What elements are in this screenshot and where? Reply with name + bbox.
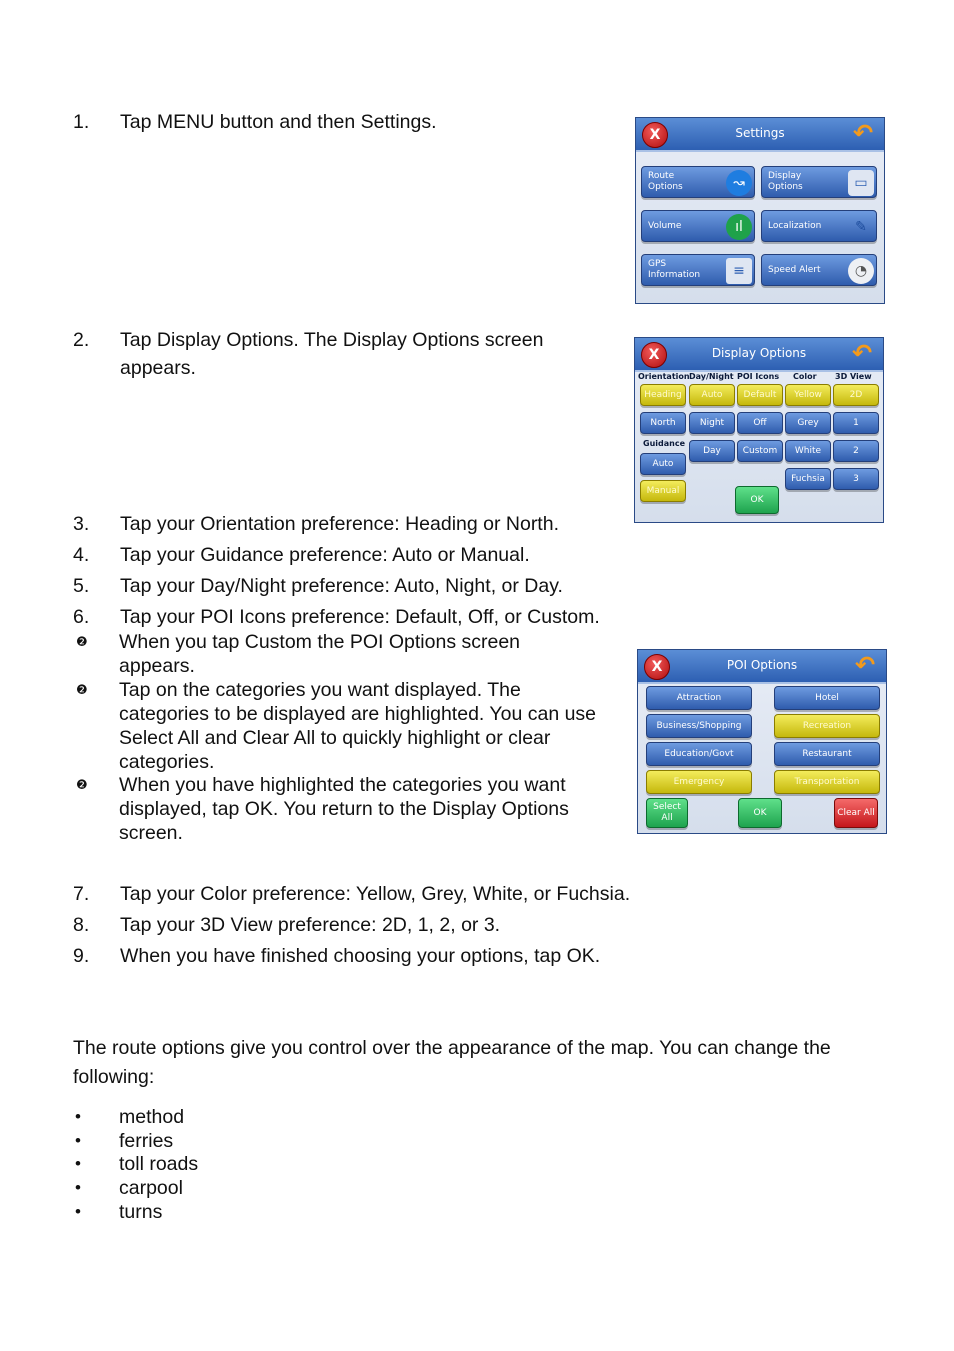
poi-emergency-button[interactable]: Emergency [646, 770, 752, 794]
sub-bullet-text: Tap on the categories you want displayed. The categories to be displayed are highlighted. You can use Select All and Clear All to quickly highlight or clear categories. [119, 679, 597, 773]
step-text: Tap MENU button and then Settings. [120, 111, 437, 133]
guidance-manual-button[interactable]: Manual [640, 480, 686, 502]
view-2-button[interactable]: 2 [833, 440, 879, 462]
localization-button[interactable] [761, 210, 877, 242]
step-text: Tap your Orientation preference: Heading or North. [120, 513, 559, 535]
settings-title: Settings [735, 126, 785, 140]
step-text: Tap your Guidance preference: Auto or Manual. [120, 544, 530, 566]
close-icon[interactable]: X [644, 654, 670, 680]
sub-bullet-mark: ❷ [76, 682, 88, 697]
step-number: 6. [73, 606, 90, 628]
route-item: ferries [119, 1130, 174, 1152]
poi-off-button[interactable]: Off [737, 412, 783, 434]
bullet-dot: • [75, 1107, 81, 1126]
ok-button[interactable]: OK [738, 798, 782, 828]
view-1-button[interactable]: 1 [833, 412, 879, 434]
sub-bullet-text: When you have highlighted the categories you want displayed, tap OK. You return to the Display Options screen. [119, 774, 569, 844]
step-text: Tap Display Options. The Display Options screen [120, 329, 544, 351]
ok-button[interactable]: OK [735, 486, 779, 514]
poi-recreation-button[interactable]: Recreation [774, 714, 880, 738]
poi-custom-button[interactable]: Custom [737, 440, 783, 462]
poi-transportation-button[interactable]: Transportation [774, 770, 880, 794]
poi-options-title: POI Options [726, 658, 798, 672]
poi-attraction-button[interactable]: Attraction [646, 686, 752, 710]
speed-alert-button[interactable] [761, 254, 877, 286]
step-number: 2. [73, 329, 90, 351]
bullet-dot: • [75, 1178, 81, 1197]
settings-screen [635, 117, 885, 304]
daynight-night-button[interactable]: Night [689, 412, 735, 434]
volume-bars-icon: ıl [726, 214, 752, 240]
speed-alert-label: Speed Alert [768, 264, 821, 275]
route-item: carpool [119, 1177, 183, 1199]
back-arrow-icon[interactable]: ↶ [851, 339, 873, 367]
close-icon[interactable]: X [642, 122, 668, 148]
route-item: turns [119, 1201, 163, 1223]
view-3-button[interactable]: 3 [833, 468, 879, 490]
poi-options-header [638, 650, 886, 684]
color-white-button[interactable]: White [785, 440, 831, 462]
back-arrow-icon[interactable]: ↶ [854, 651, 876, 679]
orientation-north-button[interactable]: North [640, 412, 686, 434]
guidance-label: Guidance [643, 439, 685, 448]
document-icon: ≡ [726, 258, 752, 284]
guidance-auto-button[interactable]: Auto [640, 453, 686, 475]
route-item: method [119, 1106, 185, 1128]
step-number: 1. [73, 111, 90, 133]
display-options-button[interactable] [761, 166, 877, 198]
route-options-button[interactable] [641, 166, 755, 198]
step-number: 9. [73, 945, 90, 967]
poi-options-screen [637, 649, 887, 834]
column-3d-view: 3D View [835, 372, 872, 381]
step-text: When you have finished choosing your options, tap OK. [120, 945, 601, 967]
column-day-night: Day/Night [689, 372, 734, 381]
column-color: Color [793, 372, 817, 381]
step-text: Tap your 3D View preference: 2D, 1, 2, or 3. [120, 914, 501, 936]
bullet-dot: • [75, 1202, 81, 1221]
step-text: Tap your Color preference: Yellow, Grey, White, or Fuchsia. [120, 883, 631, 905]
route-item: toll roads [119, 1153, 199, 1175]
color-grey-button[interactable]: Grey [785, 412, 831, 434]
daynight-day-button[interactable]: Day [689, 440, 735, 462]
step-number: 8. [73, 914, 90, 936]
poi-business-shopping-button[interactable]: Business/Shopping [646, 714, 752, 738]
close-icon[interactable]: X [641, 342, 667, 368]
route-options-label: Route Options [648, 171, 683, 192]
poi-default-button[interactable]: Default [737, 384, 783, 406]
column-poi-icons: POI Icons [737, 372, 780, 381]
speedometer-icon: ◔ [848, 258, 874, 284]
color-yellow-button[interactable]: Yellow [785, 384, 831, 406]
daynight-auto-button[interactable]: Auto [689, 384, 735, 406]
sub-bullet-mark: ❷ [76, 634, 88, 649]
route-icon: ↝ [726, 170, 752, 196]
route-intro-paragraph: The route options give you control over the appearance of the map. You can change the following: [73, 1037, 831, 1088]
poi-education-govt-button[interactable]: Education/Govt [646, 742, 752, 766]
display-options-header [635, 338, 883, 372]
sub-bullet-text: When you tap Custom the POI Options screen appears. [119, 631, 521, 677]
localization-label: Localization [768, 220, 822, 231]
step-text: Tap your POI Icons preference: Default, Off, or Custom. [120, 606, 600, 628]
volume-button[interactable] [641, 210, 755, 242]
color-fuchsia-button[interactable]: Fuchsia [785, 468, 831, 490]
orientation-heading-button[interactable]: Heading [640, 384, 686, 406]
settings-header [636, 118, 884, 152]
step-number: 4. [73, 544, 90, 566]
display-options-screen [634, 337, 884, 523]
bullet-dot: • [75, 1131, 81, 1150]
poi-restaurant-button[interactable]: Restaurant [774, 742, 880, 766]
column-orientation: Orientation [638, 372, 690, 381]
step-number: 5. [73, 575, 90, 597]
tools-icon: ✎ [855, 219, 867, 235]
monitor-icon: ▭ [848, 170, 874, 196]
gps-information-button[interactable] [641, 254, 755, 286]
back-arrow-icon[interactable]: ↶ [852, 119, 874, 147]
poi-hotel-button[interactable]: Hotel [774, 686, 880, 710]
gps-information-label: GPS Information [648, 259, 701, 280]
display-options-title: Display Options [711, 346, 807, 360]
clear-all-button[interactable]: Clear All [834, 798, 878, 828]
step-text-continued: appears. [120, 357, 196, 379]
display-options-label: Display Options [768, 171, 803, 192]
step-number: 3. [73, 513, 90, 535]
step-text: Tap your Day/Night preference: Auto, Night, or Day. [120, 575, 563, 597]
step-number: 7. [73, 883, 90, 905]
view-2d-button[interactable]: 2D [833, 384, 879, 406]
select-all-button[interactable]: Select All [646, 798, 688, 828]
volume-label: Volume [648, 220, 682, 231]
bullet-dot: • [75, 1154, 81, 1173]
sub-bullet-mark: ❷ [76, 777, 88, 792]
